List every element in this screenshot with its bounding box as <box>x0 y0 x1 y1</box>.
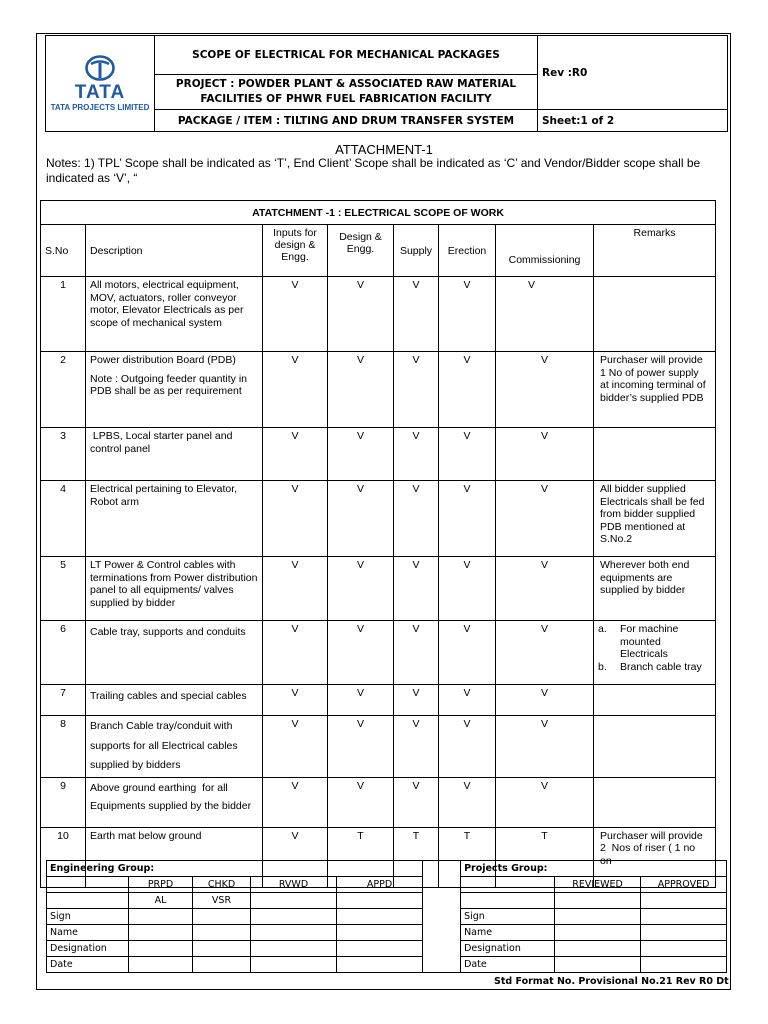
row-10-sno: 10 <box>41 827 86 887</box>
row-2-sno: 2 <box>41 352 86 428</box>
row-2-description <box>86 352 263 428</box>
row-2-desc-main: Power distribution Board (PDB) <box>90 354 236 366</box>
prpd-initials: AL <box>129 893 193 909</box>
row-7-commissioning: V <box>496 685 594 716</box>
designation-field <box>555 941 641 957</box>
row-4-remarks: All bidder supplied Electricals shall be fed from bidder supplied PDB mentioned at S.No.2 <box>594 481 716 557</box>
list-text: For machine mounted Electricals <box>620 623 679 660</box>
std-format-footer: Std Format No. Provisional No.21 Rev R0 Dt <box>494 976 729 987</box>
row-4-supply: V <box>394 481 439 557</box>
row-1-remarks <box>594 277 716 352</box>
header-design: Design & Engg. <box>328 225 394 277</box>
row-1-supply: V <box>394 277 439 352</box>
proj-sign-label: Sign <box>461 909 555 925</box>
scope-table-viewport <box>40 200 716 867</box>
row-8-inputs: V <box>263 716 328 778</box>
revision: Rev :R0 <box>538 36 728 110</box>
row-2-design: V <box>328 352 394 428</box>
projects-group-label: Projects Group: <box>461 861 727 877</box>
designation-field <box>641 941 727 957</box>
row-9-inputs: V <box>263 777 328 827</box>
name-field <box>193 925 251 941</box>
date-field <box>555 957 641 973</box>
blank-cell <box>47 893 129 909</box>
blank-cell <box>251 893 337 909</box>
row-6-commissioning: V <box>496 621 594 685</box>
row-7-inputs: V <box>263 685 328 716</box>
eng-designation-label: Designation <box>47 941 129 957</box>
designation-field <box>193 941 251 957</box>
row-5-commissioning: V <box>496 557 594 621</box>
list-letter: a. <box>598 623 607 635</box>
sign-field <box>251 909 337 925</box>
row-2-remarks: Purchaser will provide 1 No of power supply at incoming terminal of bidder’s supplied PDB <box>594 352 716 428</box>
tata-logo-icon <box>85 55 115 81</box>
row-10-design: T <box>328 827 394 887</box>
row-3-remarks <box>594 428 716 481</box>
row-7-supply: V <box>394 685 439 716</box>
row-6-description: Cable tray, supports and conduits <box>86 621 263 685</box>
project-line-2: FACILITIES OF PHWR FUEL FABRICATION FACILITY <box>200 93 492 105</box>
row-6-supply: V <box>394 621 439 685</box>
row-2-commissioning: V <box>496 352 594 428</box>
group-separator <box>423 861 461 973</box>
row-3-erection: V <box>439 428 496 481</box>
row-7-erection: V <box>439 685 496 716</box>
designation-field <box>251 941 337 957</box>
date-field <box>251 957 337 973</box>
name-field <box>129 925 193 941</box>
row-8-erection: V <box>439 716 496 778</box>
date-field <box>129 957 193 973</box>
name-field <box>251 925 337 941</box>
row-5-description: LT Power & Control cables with terminations from Power distribution panel to all equipments/ valves supplied by bidder <box>86 557 263 621</box>
project-line-1: PROJECT : POWDER PLANT & ASSOCIATED RAW MATERIAL <box>175 78 517 90</box>
list-item <box>598 661 711 674</box>
row-4-inputs: V <box>263 481 328 557</box>
row-6-design: V <box>328 621 394 685</box>
sign-field <box>641 909 727 925</box>
table-caption: ATATCHMENT -1 : ELECTRICAL SCOPE OF WORK <box>41 201 716 225</box>
blank-cell <box>641 893 727 909</box>
sign-field <box>129 909 193 925</box>
row-5-supply: V <box>394 557 439 621</box>
logo-wordmark: TATA <box>74 81 126 103</box>
row-8-commissioning: V <box>496 716 594 778</box>
row-9-remarks <box>594 777 716 827</box>
name-field <box>337 925 423 941</box>
designation-field <box>129 941 193 957</box>
row-3-description: LPBS, Local starter panel and control panel <box>86 428 263 481</box>
company-logo <box>46 36 155 132</box>
header-sno: S.No <box>41 225 86 277</box>
row-5-design: V <box>328 557 394 621</box>
list-item <box>598 623 711 661</box>
row-5-remarks: Wherever both end equipments are supplied by bidder <box>594 557 716 621</box>
row-4-commissioning: V <box>496 481 594 557</box>
row-10-description: Earth mat below ground <box>86 827 263 887</box>
designation-field <box>337 941 423 957</box>
row-6-sno: 6 <box>41 621 86 685</box>
blank-cell <box>461 893 555 909</box>
row-4-design: V <box>328 481 394 557</box>
row-9-erection: V <box>439 777 496 827</box>
blank-cell <box>337 893 423 909</box>
row-7-sno: 7 <box>41 685 86 716</box>
row-8-design: V <box>328 716 394 778</box>
header-erection: Erection <box>439 225 496 277</box>
proj-date-label: Date <box>461 957 555 973</box>
row-8-description: Branch Cable tray/conduit with supports for all Electrical cables supplied by bidders <box>86 716 263 778</box>
row-3-commissioning: V <box>496 428 594 481</box>
sign-field <box>555 909 641 925</box>
row-2-desc-note: Note : Outgoing feeder quantity in PDB shall be as per requirement <box>90 372 248 397</box>
row-1-sno: 1 <box>41 277 86 352</box>
attachment-title: ATTACHMENT-1 <box>335 142 433 157</box>
row-7-remarks <box>594 685 716 716</box>
project-name <box>155 75 538 110</box>
name-field <box>555 925 641 941</box>
row-4-sno: 4 <box>41 481 86 557</box>
sheet-number: Sheet:1 of 2 <box>538 110 728 132</box>
header-remarks: Remarks <box>594 225 716 277</box>
signoff-table <box>46 860 727 973</box>
chkd-header: CHKD <box>193 877 251 893</box>
row-8-remarks <box>594 716 716 778</box>
row-4-erection: V <box>439 481 496 557</box>
row-1-commissioning: V <box>496 277 594 352</box>
list-text: Branch cable tray <box>620 660 702 673</box>
row-3-supply: V <box>394 428 439 481</box>
row-6-remarks-list <box>598 623 711 673</box>
row-3-design: V <box>328 428 394 481</box>
logo-subtitle: TATA PROJECTS LIMITED <box>50 102 150 112</box>
proj-designation-label: Designation <box>461 941 555 957</box>
row-7-description: Trailing cables and special cables <box>86 685 263 716</box>
date-field <box>193 957 251 973</box>
row-1-inputs: V <box>263 277 328 352</box>
appd-header: APPD <box>337 877 423 893</box>
package-item: PACKAGE / ITEM : TILTING AND DRUM TRANSFER SYSTEM <box>155 110 538 132</box>
row-2-erection: V <box>439 352 496 428</box>
row-3-sno: 3 <box>41 428 86 481</box>
row-10-inputs: V <box>263 827 328 887</box>
blank-cell <box>47 877 129 893</box>
row-6-remarks <box>594 621 716 685</box>
row-8-supply: V <box>394 716 439 778</box>
row-4-description: Electrical pertaining to Elevator, Robot arm <box>86 481 263 557</box>
header-description: Description <box>86 225 263 277</box>
chkd-initials: VSR <box>193 893 251 909</box>
sign-field <box>337 909 423 925</box>
row-1-design: V <box>328 277 394 352</box>
row-10-commissioning: T <box>496 827 594 887</box>
row-5-inputs: V <box>263 557 328 621</box>
proj-name-label: Name <box>461 925 555 941</box>
row-6-erection: V <box>439 621 496 685</box>
document-header <box>45 35 728 132</box>
row-9-sno: 9 <box>41 777 86 827</box>
eng-sign-label: Sign <box>47 909 129 925</box>
name-field <box>641 925 727 941</box>
row-5-sno: 5 <box>41 557 86 621</box>
list-letter: b. <box>598 660 607 673</box>
row-9-supply: V <box>394 777 439 827</box>
eng-date-label: Date <box>47 957 129 973</box>
prpd-header: PRPD <box>129 877 193 893</box>
row-7-design: V <box>328 685 394 716</box>
row-10-supply: T <box>394 827 439 887</box>
row-9-commissioning: V <box>496 777 594 827</box>
row-1-description: All motors, electrical equipment, MOV, actuators, roller conveyor motor, Elevator Electricals as per scope of mechanical system <box>86 277 263 352</box>
approved-header: APPROVED <box>641 877 727 893</box>
row-8-sno: 8 <box>41 716 86 778</box>
header-commissioning: Commissioning <box>496 225 594 277</box>
row-1-erection: V <box>439 277 496 352</box>
blank-cell <box>461 877 555 893</box>
date-field <box>337 957 423 973</box>
document-title: SCOPE OF ELECTRICAL FOR MECHANICAL PACKAGES <box>155 36 538 75</box>
row-3-inputs: V <box>263 428 328 481</box>
row-2-inputs: V <box>263 352 328 428</box>
date-field <box>641 957 727 973</box>
scope-notes: Notes: 1) TPL’ Scope shall be indicated as ‘T’, End Client’ Scope shall be indicated as ‘C’ and Vendor/Bidder scope shall be indicated as ‘V’, “ <box>46 156 701 185</box>
header-supply: Supply <box>394 225 439 277</box>
sign-field <box>193 909 251 925</box>
row-2-supply: V <box>394 352 439 428</box>
rvwd-header: RVWD <box>251 877 337 893</box>
engineering-group-label: Engineering Group: <box>47 861 423 877</box>
row-5-erection: V <box>439 557 496 621</box>
reviewed-header: REVIEWED <box>555 877 641 893</box>
header-inputs: Inputs for design & Engg. <box>263 225 328 277</box>
row-9-description: Above ground earthing for all Equipments supplied by the bidder <box>86 777 263 827</box>
row-6-inputs: V <box>263 621 328 685</box>
scope-table <box>40 200 716 888</box>
blank-cell <box>555 893 641 909</box>
row-9-design: V <box>328 777 394 827</box>
row-10-erection: T <box>439 827 496 887</box>
row-10-remarks: Purchaser will provide 2 Nos of riser ( 1 no on <box>594 827 716 887</box>
eng-name-label: Name <box>47 925 129 941</box>
